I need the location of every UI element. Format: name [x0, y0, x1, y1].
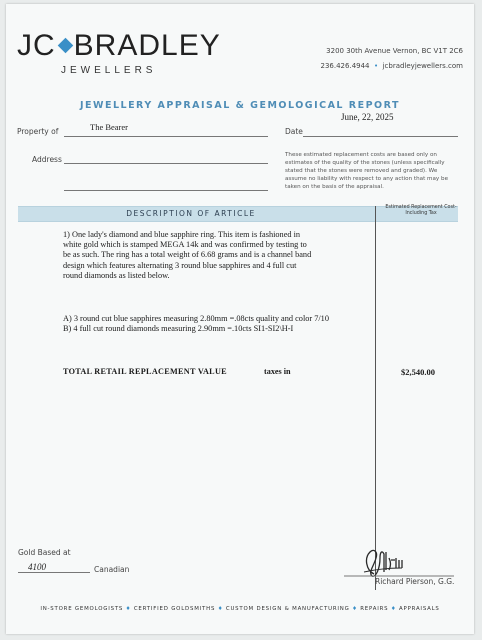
gold-label: Gold Based at: [18, 548, 71, 557]
cost-header: Estimated Replacement Cost-Including Tax: [385, 205, 457, 216]
address-line-2: [64, 190, 268, 191]
article-description: 1) One lady's diamond and blue sapphire ring. This item is fashioned in white gold which is stamped MEGA 14k and was confirmed by testing to be as such. The ring has a total weight of 6.68 grams and is a channel band design which features alternating 3 round blue sapphires and 4 full cut round diamonds as listed below.: [63, 230, 312, 280]
separator-diamond-icon: ♦: [352, 606, 361, 612]
service-1: IN-STORE GEMOLOGISTS: [40, 606, 124, 612]
gold-line: [18, 572, 90, 573]
total-value: $2,540.00: [401, 367, 435, 377]
property-label: Property of: [17, 127, 59, 136]
date-value: June, 22, 2025: [341, 112, 394, 122]
stone-item-b: B) 4 full cut round diamonds measuring 2.90mm =.10cts SI1-SI2\H-I: [63, 324, 294, 334]
store-address: 3200 30th Avenue Vernon, BC V1T 2C6: [326, 47, 463, 55]
total-label: TOTAL RETAIL REPLACEMENT VALUE: [63, 367, 227, 376]
separator-diamond-icon: ♦: [390, 606, 400, 612]
disclaimer-text: These estimated replacement costs are based only on estimates of the quality of the stones (unless specifically stated that the stones were removed and graded). We assume no liability with respect to any action that may be taken on the basis of the appraisal.: [285, 152, 449, 190]
store-website: jcbradleyjewellers.com: [382, 62, 463, 70]
gold-value: 4100: [28, 562, 46, 572]
brand-subtitle: JEWELLERS: [61, 65, 157, 76]
diamond-icon: [57, 38, 73, 54]
report-title: JEWELLERY APPRAISAL & GEMOLOGICAL REPORT: [79, 100, 401, 111]
address-label: Address: [32, 155, 62, 164]
service-5: APPRAISALS: [399, 606, 440, 612]
separator-diamond-icon: ♦: [217, 606, 226, 612]
footer-services: [16, 606, 464, 612]
description-header: DESCRIPTION OF ARTICLE: [126, 209, 256, 218]
currency-label: Canadian: [94, 565, 130, 574]
store-contact: [313, 62, 463, 70]
column-divider: [375, 206, 376, 590]
service-4: REPAIRS: [360, 606, 389, 612]
store-phone: 236.426.4944: [320, 62, 370, 70]
service-2: CERTIFIED GOLDSMITHS: [133, 606, 216, 612]
service-3: CUSTOM DESIGN & MANUFACTURING: [225, 606, 350, 612]
taxes-label: taxes in: [264, 367, 291, 376]
property-value: The Bearer: [90, 122, 128, 132]
address-line-1: [64, 163, 268, 164]
appraiser-name: Richard Pierson, G.G.: [375, 577, 455, 586]
brand-right: BRADLEY: [73, 29, 221, 62]
property-line: [64, 136, 268, 137]
stone-item-a: A) 3 round cut blue sapphires measuring 2.80mm =.08cts quality and color 7/10: [63, 314, 329, 323]
separator-diamond-icon: ♦: [125, 606, 134, 612]
brand-left: JC: [17, 29, 56, 62]
stone-list: [63, 314, 343, 335]
brand-logo: [17, 31, 221, 61]
appraisal-document: [6, 4, 474, 634]
date-line: [303, 136, 458, 137]
date-label: Date: [285, 127, 303, 136]
separator-dot-icon: •: [371, 62, 381, 70]
